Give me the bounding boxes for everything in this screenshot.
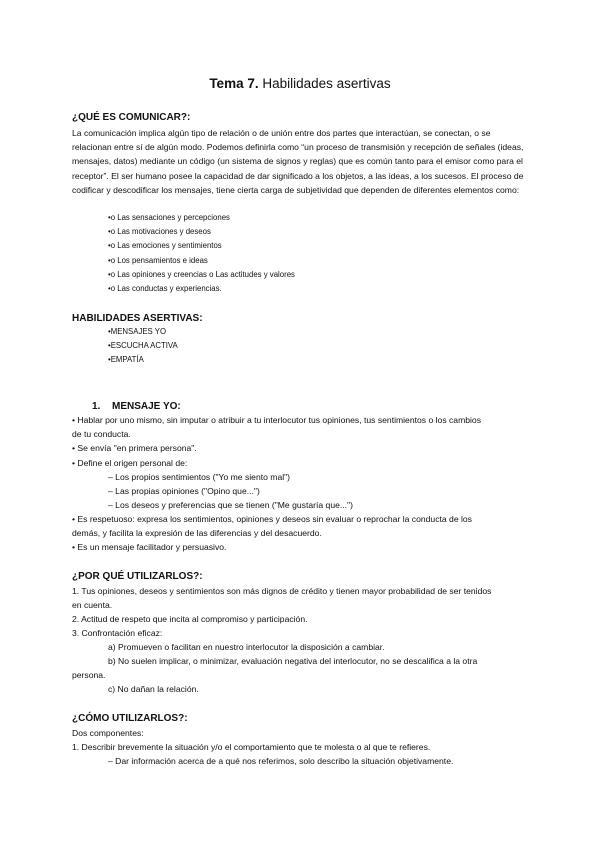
text-line: 3. Confrontación eficaz: — [72, 628, 163, 638]
section-number: 1. — [92, 401, 101, 412]
text-line: – Los propios sentimientos ("Yo me siento mal") — [108, 472, 291, 482]
page-title — [0, 76, 600, 92]
heading-por-que-utilizarlos: ¿POR QUÉ UTILIZARLOS?: — [72, 571, 203, 582]
text-line: – Dar información acerca de a qué nos referimos, solo describo la situación objetivamente. — [108, 756, 454, 766]
list-item: • o Las motivaciones y deseos — [108, 225, 295, 239]
list-item: • o Las sensaciones y percepciones — [108, 211, 295, 225]
text-line: en cuenta. — [72, 600, 113, 610]
heading-que-es-comunicar: ¿QUÉ ES COMUNICAR?: — [72, 112, 191, 123]
heading-como-utilizarlos: ¿CÓMO UTILIZARLOS?: — [72, 713, 188, 724]
list-item: • EMPATÍA — [108, 353, 178, 367]
text-line: persona. — [72, 670, 106, 680]
text-line: Dos componentes: — [72, 728, 144, 738]
text-line: a) Promueven o facilitan en nuestro interlocutor la disposición a cambiar. — [108, 642, 385, 652]
list-item: • o Las opiniones y creencias o Las actitudes y valores — [108, 268, 295, 282]
text-line: • Es respetuoso: expresa los sentimientos, opiniones y deseos sin evaluar o reprochar la conducta de los — [72, 514, 472, 524]
text-line: • Es un mensaje facilitador y persuasivo. — [72, 542, 227, 552]
heading-habilidades-asertivas: HABILIDADES ASERTIVAS: — [72, 313, 203, 324]
text-line: 1. Tus opiniones, deseos y sentimientos son más dignos de crédito y tienen mayor probabilidad de ser tenidos — [72, 586, 492, 596]
heading-mensaje-yo — [92, 401, 181, 413]
text-line: – Los deseos y preferencias que se tienen ("Me gustaría que...") — [108, 500, 353, 510]
text-line: b) No suelen implicar, o minimizar, evaluación negativa del interlocutor, no se descalifica a la otra — [108, 656, 478, 666]
list-item: • ESCUCHA ACTIVA — [108, 339, 178, 353]
text-line: 1. Describir brevemente la situación y/o el comportamiento que te molesta o al que te refieres. — [72, 742, 431, 752]
text-line: de tu conducta. — [72, 429, 131, 439]
list-item: • o Las conductas y experiencias. — [108, 282, 295, 296]
elements-list — [108, 211, 295, 296]
list-item: • o Los pensamientos e ideas — [108, 254, 295, 268]
text-line: • Hablar por uno mismo, sin imputar o atribuir a tu interlocutor tus opiniones, tus sentimientos o los cambios — [72, 415, 482, 425]
text-line: • Define el origen personal de: — [72, 458, 188, 468]
list-item: • o Las emociones y sentimientos — [108, 239, 295, 253]
text-line: c) No dañan la relación. — [108, 684, 199, 694]
skills-list — [108, 325, 178, 368]
title-text: Habilidades asertivas — [262, 76, 391, 91]
text-line: – Las propias opiniones ("Opino que...") — [108, 486, 260, 496]
title-number: Tema 7. — [209, 76, 259, 91]
list-item: • MENSAJES YO — [108, 325, 178, 339]
text-line: 2. Actitud de respeto que incita al compromiso y participación. — [72, 614, 308, 624]
text-line: • Se envía "en primera persona". — [72, 443, 197, 453]
text-line: demás, y facilita la expresión de las diferencias y del desacuerdo. — [72, 528, 322, 538]
paragraph-comunicar: La comunicación implica algún tipo de relación o de unión entre dos partes que interactúan, se conectan, o se relacionan entre sí de algún modo. Podemos definirla como “un proceso de transmisión y recepción de señales (ideas, mensajes, datos) mediante un código (un sistema de signos y reglas) que es común tanto para el emisor como para el receptor”. El ser humano posee la capacidad de dar significado a los objetos, a las ideas, a los sucesos. El proceso de codificar y descodificar los mensajes, tiene cierta carga de subjetividad que dependen de diferentes elementos como: — [72, 128, 524, 195]
section-title: MENSAJE YO: — [112, 401, 181, 412]
